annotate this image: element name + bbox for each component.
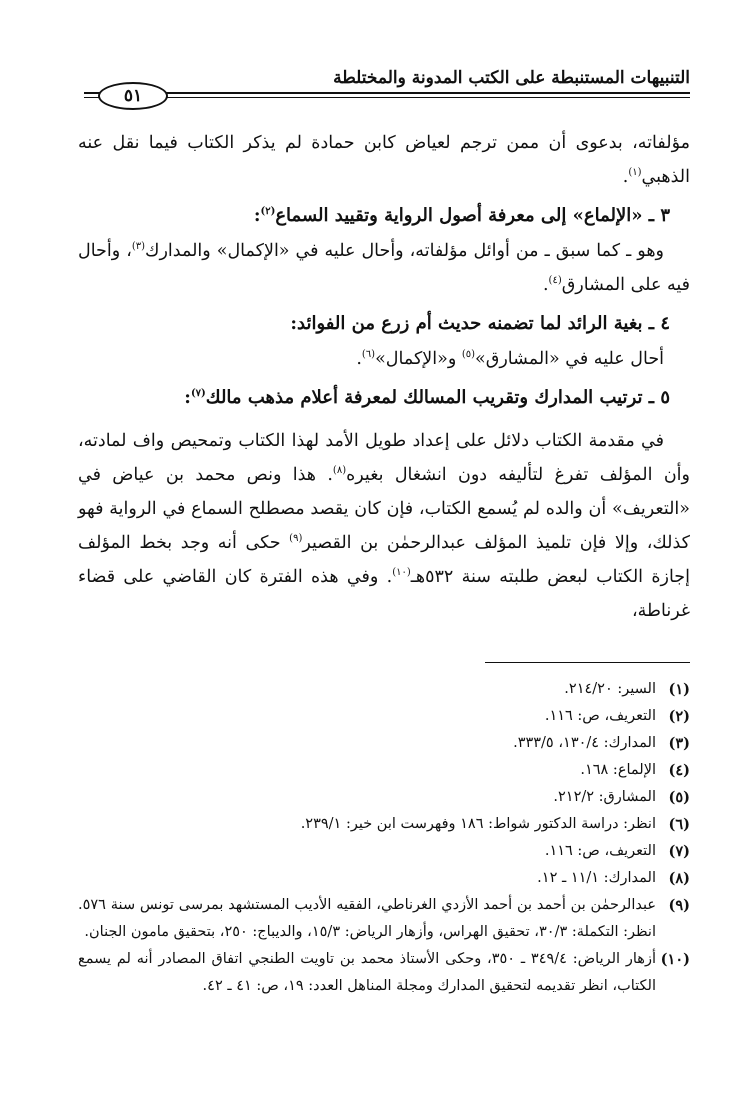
- footnote-ref[interactable]: (٧): [190, 388, 206, 399]
- running-title: التنبيهات المستنبطة على الكتب المدونة والمختلطة: [333, 68, 690, 88]
- footnote-separator: [485, 662, 690, 663]
- footnote-number: (٤): [668, 762, 690, 779]
- footnote: [78, 676, 690, 703]
- footnote: [78, 892, 690, 946]
- footnote-ref[interactable]: (٥): [461, 349, 476, 361]
- footnote-number: (٨): [668, 870, 690, 887]
- footnote: [78, 811, 690, 838]
- section-heading: ٤ ـ بغية الرائد لما تضمنه حديث أم زرع من الفوائد:: [290, 313, 670, 334]
- footnote: [78, 730, 690, 757]
- paragraph: مؤلفاته، بدعوى أن ممن ترجم لعياض كابن حمادة لم يذكر الكتاب فيما نقل عنه الذهبي$^{(١)}$.: [78, 133, 690, 187]
- paragraph: وهو ـ كما سبق ـ من أوائل مؤلفاته، وأحال عليه في «الإكمال» والمدارك$^{(٣)}$، وأحال فيه على المشارق$^{(٤)}$.: [78, 241, 690, 295]
- footnote-ref[interactable]: (١٠): [392, 567, 411, 579]
- text-span: أحال عليه في «المشارق»: [475, 349, 664, 369]
- footnote-text: المدارك: ١١/١ ـ ١٢.: [537, 870, 656, 886]
- footnotes: [78, 676, 690, 1000]
- footnote-text: المدارك: ١٣٠/٤، ٣٣٣/٥.: [513, 735, 656, 751]
- footnote-number: (٧): [668, 843, 690, 860]
- header-rule-thin: [84, 97, 690, 98]
- main-text: [78, 126, 690, 628]
- footnote-number: (٦): [668, 816, 690, 833]
- heading-text: ٣ ـ «الإلماع» إلى معرفة أصول الرواية وتقييد السماع: [275, 205, 670, 226]
- footnote-number: (٢): [668, 708, 690, 725]
- page-header: [84, 62, 690, 112]
- footnote-number: (٣): [668, 735, 690, 752]
- text-span: . هذا ونص محمد بن عياض في «التعريف» أن والده لم يُسمع الكتاب، فإن كان يقصد مصطلح السماع في الرواية فهو كذلك، وإلا فإن تلميذ المؤلف عبدالرحمٰن بن القصير: [78, 465, 690, 553]
- footnote-ref[interactable]: (٩): [289, 533, 303, 545]
- footnote: [78, 865, 690, 892]
- header-rule: [84, 92, 690, 94]
- text-span: ، وأحال فيه على المشارق: [78, 241, 690, 295]
- text-span: و«الإكمال»: [375, 349, 462, 369]
- footnote-number: (٥): [668, 789, 690, 806]
- footnote-text: الإلماع: ١٦٨.: [580, 762, 656, 778]
- footnote-text: المشارق: ٢١٢/٢.: [553, 789, 656, 805]
- text-span: مؤلفاته، بدعوى أن ممن ترجم لعياض كابن حمادة لم يذكر الكتاب فيما نقل عنه الذهبي: [78, 133, 690, 187]
- footnote: [78, 784, 690, 811]
- footnote-number: (٩): [668, 897, 690, 914]
- page-number: ٥١: [98, 82, 168, 110]
- footnote-text: التعريف، ص: ١١٦.: [544, 708, 656, 724]
- heading-text: ٥ ـ ترتيب المدارك وتقريب المسالك لمعرفة أعلام مذهب مالك: [205, 387, 670, 408]
- footnote-ref[interactable]: (٦): [361, 349, 376, 361]
- footnote-number: (١): [668, 681, 690, 698]
- footnote-text: التعريف، ص: ١١٦.: [544, 843, 656, 859]
- footnote-text: عبدالرحمٰن بن أحمد بن أحمد الأزدي الغرناطي، الفقيه الأديب المستشهد بمرسى تونس سنة ٥٧٦. انظر: التكملة: ٣٠/٣، تحقيق الهراس، وأزهار الرياض: ١٥/٣، والديباج: ٢٥٠، بتحقيق مامون الجنان.: [78, 897, 656, 940]
- text-span: وهو ـ كما سبق ـ من أوائل مؤلفاته، وأحال عليه في «الإكمال» والمدارك: [145, 241, 664, 261]
- spacer: [78, 416, 690, 424]
- footnote: [78, 757, 690, 784]
- text-span: في مقدمة الكتاب دلائل على إعداد طويل الأمد لهذا الكتاب وتمحيص واف لمادته، وأن المؤلف تفرغ لتأليفه دون انشغال بغيره: [78, 431, 690, 485]
- footnote-ref[interactable]: (٣): [131, 241, 146, 253]
- section-heading: ٥ ـ ترتيب المدارك وتقريب المسالك لمعرفة أعلام مذهب مالك$^{(٧)}$:: [184, 387, 670, 408]
- footnote: [78, 703, 690, 730]
- paragraph: أحال عليه في «المشارق»$^{(٥)}$ و«الإكمال»$^{(٦)}$.: [356, 349, 664, 369]
- text-span: حكى أنه وجد بخط المؤلف إجازة الكتاب لبعض طلبته سنة ٥٣٢هـ: [78, 533, 690, 587]
- section-heading: ٣ ـ «الإلماع» إلى معرفة أصول الرواية وتقييد السماع$^{(٢)}$:: [253, 205, 670, 226]
- text-span: . وفي هذه الفترة كان القاضي على قضاء غرناطة،: [78, 567, 690, 621]
- footnote-text: السير: ٢١٤/٢٠.: [564, 681, 656, 697]
- footnote: [78, 838, 690, 865]
- footnote-number: (١٠): [660, 951, 690, 968]
- footnote-ref[interactable]: (٤): [548, 275, 562, 287]
- footnote-text: انظر: دراسة الدكتور شواط: ١٨٦ وفهرست ابن خير: ٢٣٩/١.: [300, 816, 656, 832]
- footnote-text: أزهار الرياض: ٣٤٩/٤ ـ ٣٥٠، وحكى الأستاذ محمد بن تاويت الطنجي اتفاق المصادر أنه لم يسمع الكتاب، انظر تقديمه لتحقيق المدارك ومجلة المناهل العدد: ١٩، ص: ٤١ ـ ٤٢.: [78, 951, 656, 994]
- footnote-ref[interactable]: (٨): [332, 465, 347, 477]
- footnote: [78, 946, 690, 1000]
- footnote-ref[interactable]: (١): [628, 167, 642, 179]
- footnote-ref[interactable]: (٢): [260, 206, 276, 217]
- paragraph: [78, 424, 690, 628]
